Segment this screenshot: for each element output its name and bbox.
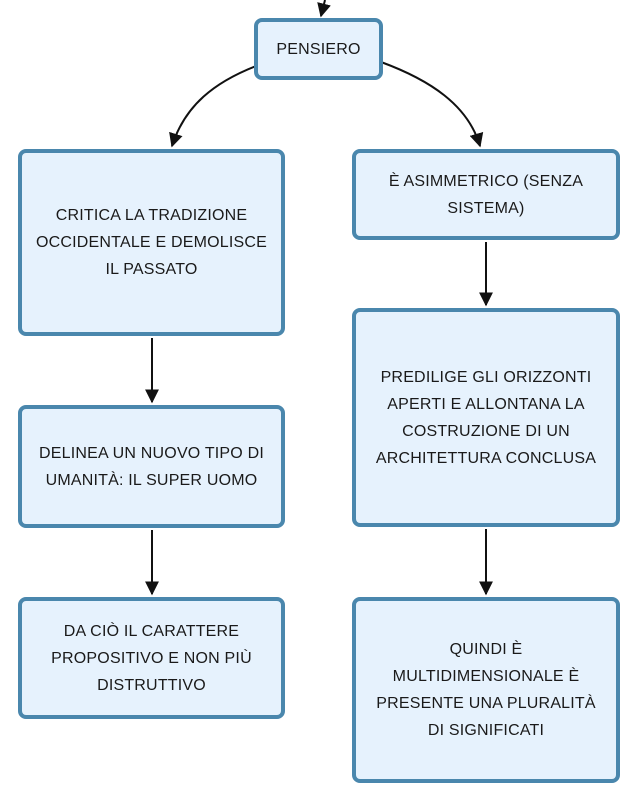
node-asimmetrico[interactable] <box>352 149 620 240</box>
node-orizzonti-aperti-label: PREDILIGE GLI ORIZZONTI APERTI E ALLONTANA LA COSTRUZIONE DI UN ARCHITETTURA CONCLUSA <box>375 368 597 467</box>
node-orizzonti-aperti[interactable] <box>352 308 620 527</box>
incoming-connector <box>321 0 325 16</box>
node-pensiero[interactable] <box>254 18 383 80</box>
node-nuovo-tipo-umanita-label: DELINEA UN NUOVO TIPO DI UMANITÀ: IL SUPER UOMO <box>39 444 264 489</box>
node-critica-tradizione-label: CRITICA LA TRADIZIONE OCCIDENTALE E DEMOLISCE IL PASSATO <box>35 207 267 278</box>
connector-root-to-right <box>381 62 480 146</box>
connector-root-to-left <box>172 66 256 146</box>
node-carattere-propositivo-label: DA CIÒ IL CARATTERE PROPOSITIVO E NON PIÙ DISTRUTTIVO <box>51 622 252 694</box>
node-pensiero-label: PENSIERO <box>276 40 361 58</box>
node-carattere-propositivo[interactable] <box>18 597 285 719</box>
node-multidimensionale-label: QUINDI È MULTIDIMENSIONALE È PRESENTE UNA PLURALITÀ DI SIGNIFICATI <box>376 641 596 739</box>
node-asimmetrico-label: È ASIMMETRICO (SENZA SISTEMA) <box>388 172 584 217</box>
node-multidimensionale[interactable] <box>352 597 620 783</box>
node-critica-tradizione[interactable] <box>18 149 285 336</box>
node-nuovo-tipo-umanita[interactable] <box>18 405 285 528</box>
